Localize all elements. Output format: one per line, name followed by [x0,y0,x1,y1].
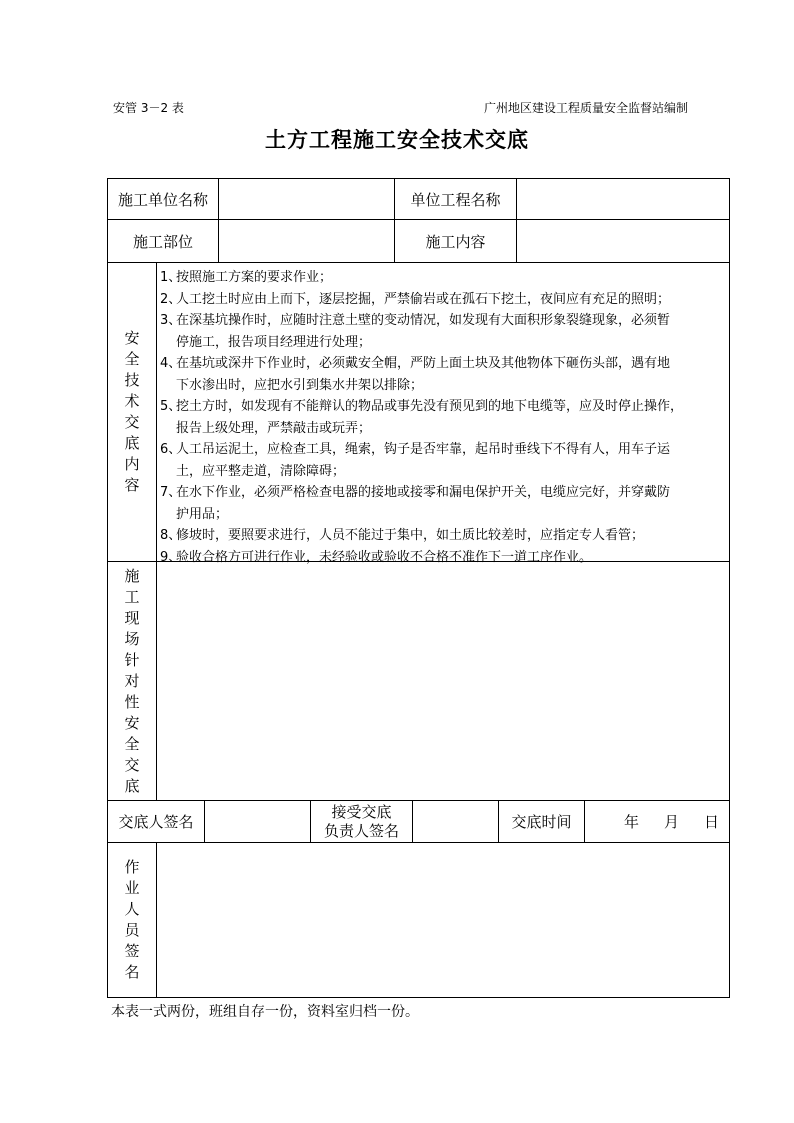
item-text-line: 验收合格方可进行作业，未经验收或验收不合格不准作下一道工序作业。 [176,549,593,565]
page-title: 土方工程施工安全技术交底 [265,127,529,152]
label-char: 容 [124,476,140,494]
safety-item [160,482,728,525]
item-number: 5、 [160,399,182,414]
safety-item [160,525,728,547]
label-char: 针 [124,650,140,669]
safety-item [160,439,728,482]
unit-name-label: 施工单位名称 [117,190,208,209]
label-char: 作 [124,858,140,876]
item-text-line: 护用品； [176,506,229,522]
label-char: 全 [124,734,140,753]
item-text-line: 挖土方时，如发现有不能辩认的物品或事先没有预见到的地下电缆等，应及时停止操作， [176,399,684,414]
label-char: 安 [124,329,140,347]
item-text-line: 报告上级处理，严禁敲击或玩弄； [176,420,372,436]
safety-briefing-form [107,178,730,998]
item-text-line: 停施工，报告项目经理进行处理； [176,334,372,350]
item-text-line: 下水渗出时，应把水引到集水井架以排除； [176,377,424,393]
label-char: 交 [124,755,140,774]
compiler-note: 广州地区建设工程质量安全监督站编制 [484,101,689,115]
briefing-time-label: 交底时间 [511,813,572,831]
label-char: 现 [124,608,140,627]
item-text-line: 在深基坑操作时，应随时注意土壁的变动情况，如发现有大面积形象裂缝现象，必须暂 [176,313,671,328]
receiver-label-line1: 接受交底 [331,802,392,821]
item-number: 2、 [160,291,182,307]
content-label: 施工内容 [425,232,486,251]
safety-item [160,267,728,289]
label-char: 名 [124,963,140,981]
item-number: 1、 [160,270,182,285]
briefing-time-field[interactable] [585,801,729,842]
form-code: 安管 3－2 表 [113,101,184,115]
safety-item [160,310,728,353]
label-char: 交 [124,413,140,431]
label-char: 业 [124,879,140,897]
project-name-field[interactable] [517,179,729,219]
year-label: 年 [624,813,640,831]
section-field[interactable] [219,220,394,262]
item-text-line: 按照施工方案的要求作业； [176,270,333,285]
item-number: 8、 [160,528,182,543]
label-char: 对 [124,671,140,690]
workers-signature-field[interactable] [157,843,729,997]
item-number: 6、 [160,442,182,457]
item-number: 7、 [160,485,182,500]
safety-content-label [108,263,156,561]
label-char: 全 [124,350,140,368]
receiver-signature-label [311,801,412,842]
unit-name-field[interactable] [219,179,394,219]
label-char: 场 [124,629,140,648]
footnote: 本表一式两份，班组自存一份，资料室归档一份。 [111,1004,419,1020]
receiver-signature-field[interactable] [413,801,498,842]
label-char: 员 [124,921,140,939]
site-specific-label [108,562,156,800]
item-text-line: 在基坑或深井下作业时，必须戴安全帽，严防上面土块及其他物体下砸伤头部，遇有地 [176,356,671,371]
label-char: 技 [124,371,140,389]
item-text-line: 修坡时，要照要求进行，人员不能过于集中，如土质比较差时，应指定专人看管； [176,528,645,543]
month-label: 月 [663,813,679,831]
item-number: 4、 [160,356,182,371]
label-char: 安 [124,713,140,732]
label-char: 签 [124,942,140,960]
label-char: 底 [124,434,140,452]
item-text-line: 人工吊运泥土，应检查工具，绳索，钩子是否牢靠，起吊时垂线下不得有人，用车子运 [176,442,671,457]
label-char: 术 [124,392,140,410]
label-char: 内 [124,455,140,473]
item-number: 9、 [160,549,182,565]
label-char: 底 [124,776,140,795]
item-text-line: 土，应平整走道，清除障碍； [176,463,346,479]
item-text-line: 在水下作业，必须严格检查电器的接地或接零和漏电保护开关，电缆应完好，并穿戴防 [176,485,671,500]
label-char: 工 [124,587,140,606]
day-label: 日 [703,813,719,831]
workers-signature-label [108,843,156,997]
section-label: 施工部位 [132,232,193,251]
item-number: 3、 [160,313,182,328]
briefer-signature-field[interactable] [205,801,310,842]
site-specific-field[interactable] [157,562,729,800]
briefer-signature-label: 交底人签名 [118,813,194,831]
safety-items-list [160,267,728,568]
safety-item [160,396,728,439]
safety-item [160,353,728,396]
label-char: 人 [124,900,140,918]
project-name-label: 单位工程名称 [410,190,501,209]
content-field[interactable] [517,220,729,262]
receiver-label-line2: 负责人签名 [323,821,399,840]
item-text-line: 人工挖土时应由上而下，逐层挖掘，严禁偷岩或在孤石下挖土，夜间应有充足的照明； [176,291,671,307]
safety-item [160,289,728,311]
label-char: 施 [124,566,140,585]
label-char: 性 [124,692,140,711]
